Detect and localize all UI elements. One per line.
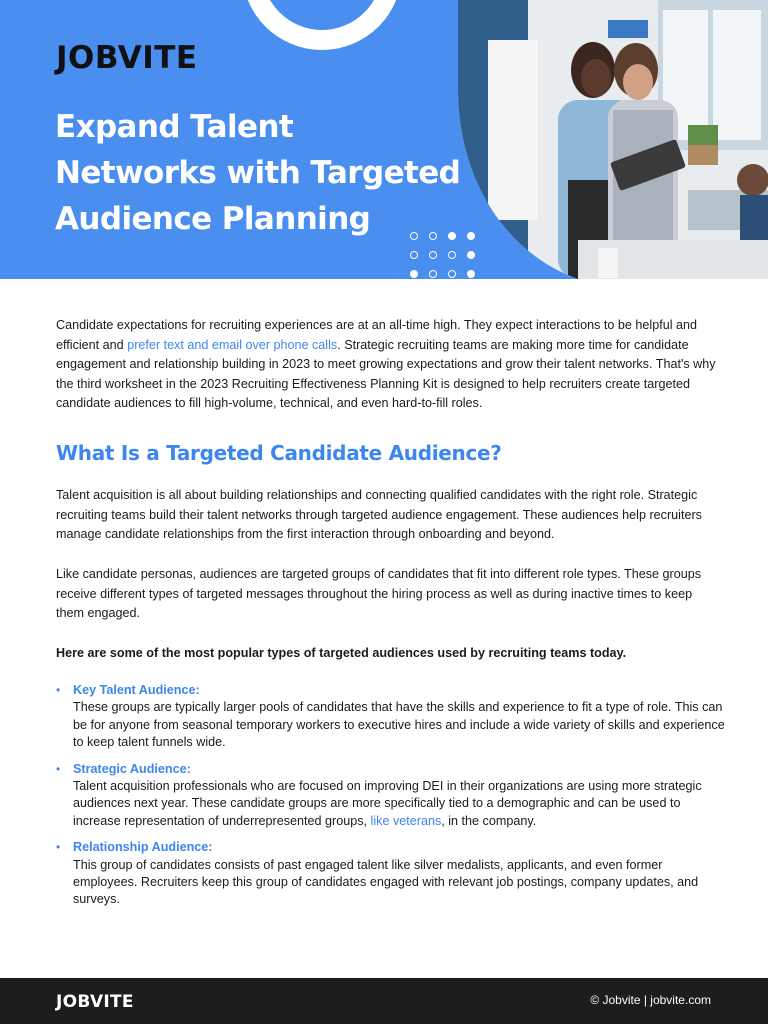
title-line: Expand Talent [55, 109, 294, 145]
list-item-text [73, 778, 726, 830]
list-item-title: Strategic Audience: [73, 761, 191, 776]
section-heading: What Is a Targeted Candidate Audience? [56, 441, 502, 465]
jobvite-logo[interactable]: JOBVITE [56, 40, 198, 76]
section-paragraph: Talent acquisition is all about building relationships and connecting qualified candidates with the right role. Strategic recruiting teams build their talent networks through targeted audience engagement. These audiences help recruiters manage candidate relationships from the first interaction through onboarding and beyond. [56, 488, 702, 542]
footer-logo[interactable]: JOBVITE [56, 992, 134, 1012]
bullet-icon: • [56, 761, 61, 776]
list-item-title: Key Talent Audience: [73, 683, 200, 697]
bullet-icon: • [56, 840, 61, 855]
veterans-link[interactable]: like veterans [370, 813, 442, 828]
bullet-icon: • [56, 683, 61, 697]
bullets-lead-in: Here are some of the most popular types of targeted audiences used by recruiting teams today. [56, 646, 627, 660]
title-line: Networks with Targeted [55, 155, 461, 191]
intro-text: Candidate expectations for recruiting experiences are at an all-time high. They expect interactions to be helpful and efficient and [56, 318, 698, 352]
list-item-text: This group of candidates consists of past engaged talent like silver medalists, applicants, and even former employees. Recruiters keep this group of candidates engaged with relevant job postings, company updates, and surveys. [73, 857, 699, 907]
list-item-text-part: , in the company. [441, 813, 537, 828]
phone-calls-link[interactable]: prefer text and email over phone calls [127, 337, 338, 352]
list-item [56, 682, 726, 752]
title-line: Audience Planning [55, 201, 371, 237]
intro-text-continued: . Strategic recruiting teams are making more time for candidate engagement and relationship building in 2023 to meet growing expectations and grow their talent networks. That's why the third worksheet in the 2023 Recruiting Effectiveness Planning Kit is designed to help recruiters create targeted candidate audiences to fill high-volume, technical, and even hard-to-fill roles. [56, 337, 716, 411]
list-item [56, 839, 726, 909]
list-item-text: These groups are typically larger pools of candidates that have the skills and experience to fit a type of role. This can be for anyone from seasonal temporary workers to executive hires and include a wide variety of skills and experience to keep talent funnels wide. [73, 700, 725, 750]
decorative-ring [242, 0, 402, 50]
list-item [56, 761, 726, 831]
footer-copyright[interactable]: © Jobvite | jobvite.com [590, 993, 711, 1007]
list-item-text-part: Talent acquisition professionals who are focused on improving DEI in their organizations are using more strategic audiences next year. These candidate groups are more specifically tied to a demographic and can be used to increase representation of underrepresented groups, [73, 779, 702, 828]
hero-photo [458, 0, 768, 279]
section-paragraph: Like candidate personas, audiences are targeted groups of candidates that fit into different role types. These groups receive different types of targeted messages throughout the hiring process as well as during inactive times to keep them engaged. [56, 567, 702, 621]
intro-paragraph [56, 316, 716, 414]
audience-list [56, 682, 726, 918]
footer [0, 978, 768, 1024]
hero-banner [0, 0, 768, 279]
page-title [55, 104, 475, 242]
list-item-title: Relationship Audience: [73, 840, 213, 855]
decorative-dots [408, 232, 480, 279]
